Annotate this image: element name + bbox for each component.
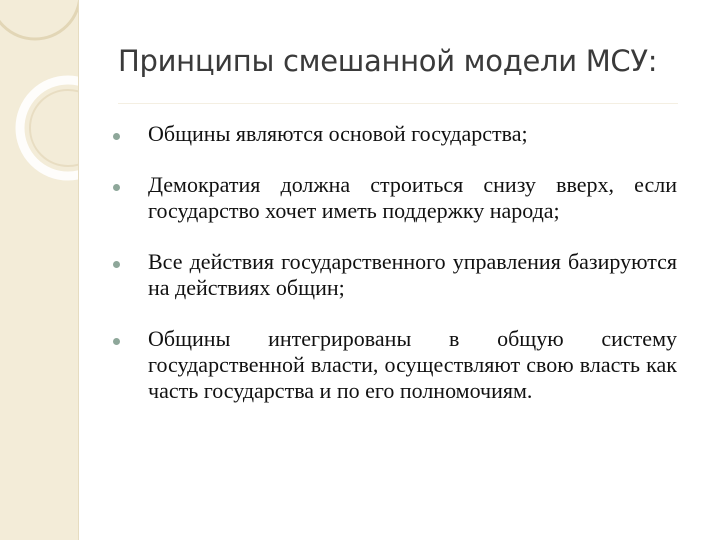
- bullet-dot-icon: [113, 184, 120, 191]
- ring-middle-inner: [30, 90, 78, 166]
- bullet-dot-icon: [113, 133, 120, 140]
- decorative-rings: [0, 0, 78, 540]
- bullet-list: [112, 121, 677, 429]
- decorative-sidebar: [0, 0, 78, 540]
- sidebar-edge: [78, 0, 79, 540]
- bullet-text: Все действия государственного управления базируются на действиях общин;: [148, 249, 677, 300]
- bullet-dot-icon: [113, 261, 120, 268]
- slide-title: Принципы смешанной модели МСУ:: [118, 44, 658, 78]
- bullet-item-1: [112, 121, 677, 147]
- bullet-text: Общины являются основой государства;: [148, 121, 528, 146]
- bullet-text: Общины интегрированы в общую систему государственной власти, осуществляют свою власть как часть государства и по его полномочиям.: [148, 326, 677, 403]
- title-divider: [118, 103, 678, 104]
- bullet-item-2: [112, 172, 677, 224]
- ring-top: [0, 0, 78, 39]
- bullet-item-4: [112, 326, 677, 404]
- bullet-dot-icon: [113, 338, 120, 345]
- bullet-text: Демократия должна строиться снизу вверх, если государство хочет иметь поддержку народа;: [148, 172, 677, 223]
- bullet-item-3: [112, 249, 677, 301]
